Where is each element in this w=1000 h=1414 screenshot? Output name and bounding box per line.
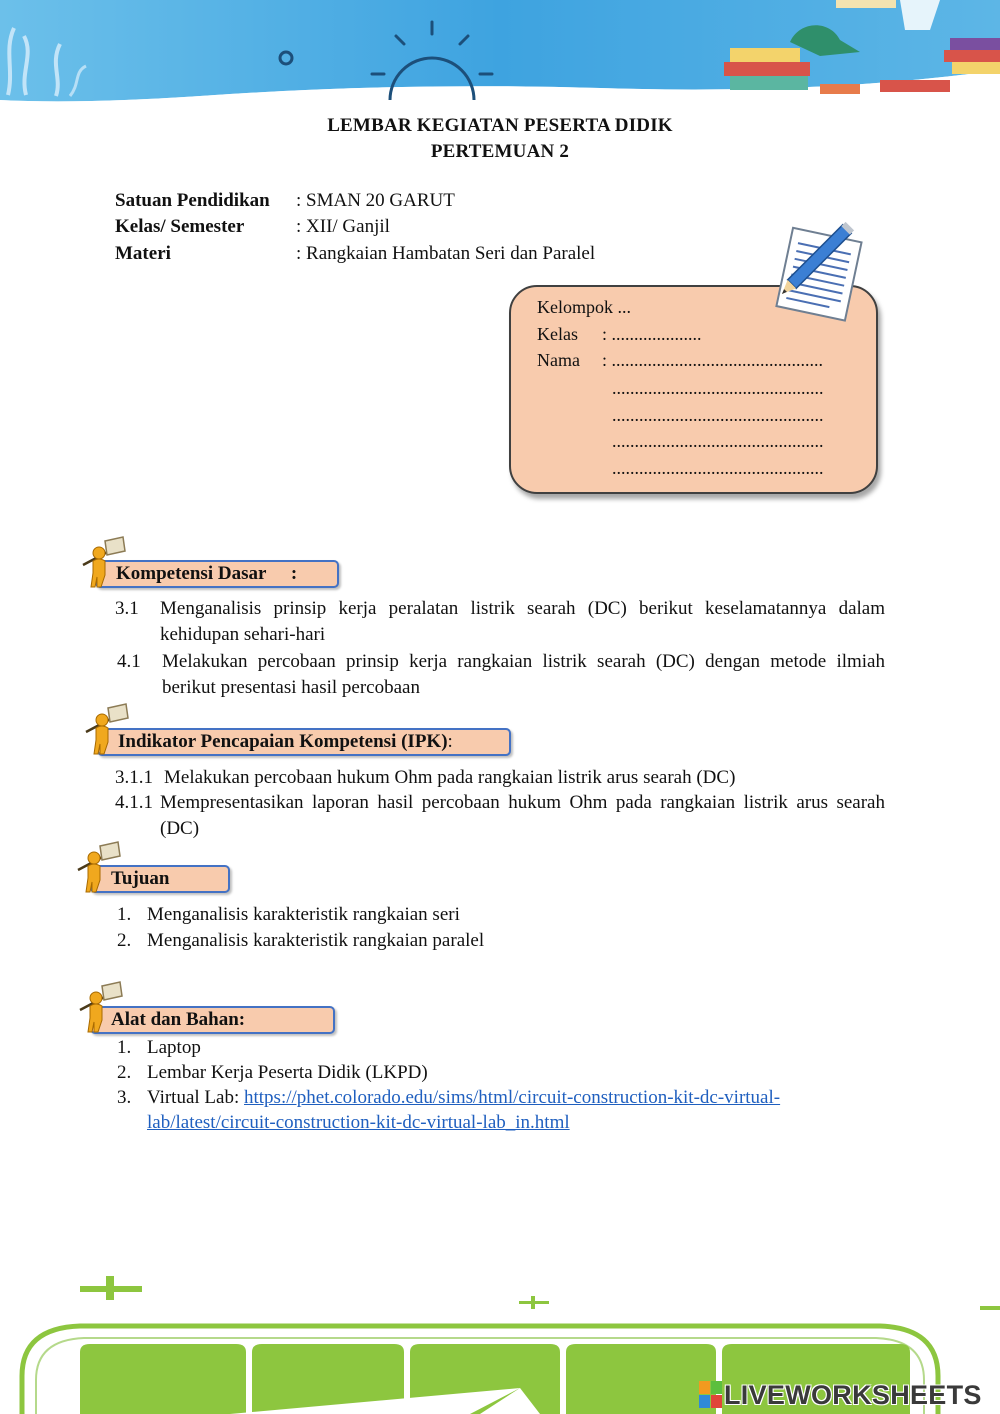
group-class-field[interactable]: : .................... xyxy=(602,324,702,344)
watermark-text: LIVEWORKSHEETS xyxy=(724,1379,982,1410)
figure-with-banner-icon xyxy=(80,702,132,756)
ipk-item-text: Melakukan percobaan hukum Ohm pada rangkaian listrik arus searah (DC) xyxy=(164,767,736,788)
alat-item-number: 3. xyxy=(117,1087,132,1108)
alat-item-text: Laptop xyxy=(147,1037,201,1058)
alat-item-number: 1. xyxy=(117,1037,132,1058)
group-class-label: Kelas xyxy=(537,324,578,344)
group-name-line[interactable]: ............................................... xyxy=(612,458,824,478)
figure-with-banner-icon xyxy=(72,840,124,894)
ipk-item-text-cont: (DC) xyxy=(160,818,200,839)
group-name-line[interactable]: ............................................... xyxy=(612,431,824,451)
alat-bahan-title: Alat dan Bahan: xyxy=(111,1009,246,1030)
material-value: : Rangkaian Hambatan Seri dan Paralel xyxy=(296,243,596,264)
tujuan-item-text: Menganalisis karakteristik rangkaian paralel xyxy=(147,930,485,951)
group-number-field[interactable]: Kelompok ... xyxy=(537,297,631,317)
virtual-lab-link[interactable]: https://phet.colorado.edu/sims/html/circuit-construction-kit-dc-virtual- xyxy=(244,1087,781,1108)
group-name-line[interactable]: ............................................... xyxy=(612,378,824,398)
kd-item-number: 3.1 xyxy=(115,598,139,619)
notepad-pencil-icon xyxy=(766,220,870,328)
ipk-item-text: Mempresentasikan laporan hasil percobaan hukum Ohm pada rangkaian listrik arus searah xyxy=(160,792,885,813)
ipk-header xyxy=(97,728,511,756)
kompetensi-dasar-title: Kompetensi Dasar xyxy=(116,563,267,584)
virtual-lab-link-cont[interactable]: lab/latest/circuit-construction-kit-dc-virtual-lab_in.html xyxy=(147,1112,570,1133)
alat-item-text: Lembar Kerja Peserta Didik (LKPD) xyxy=(147,1062,428,1083)
group-name-label: Nama xyxy=(537,350,580,370)
material-label: Materi xyxy=(115,243,171,264)
kompetensi-dasar-header xyxy=(95,560,339,588)
tujuan-title: Tujuan xyxy=(111,868,170,889)
class-semester-label: Kelas/ Semester xyxy=(115,216,245,237)
ipk-title: Indikator Pencapaian Kompetensi (IPK) xyxy=(118,731,448,752)
liveworksheets-watermark xyxy=(698,1378,982,1412)
ipk-colon: : xyxy=(447,731,453,752)
group-name-field[interactable]: : ............................................... xyxy=(602,350,824,370)
virtual-lab-label: Virtual Lab: xyxy=(147,1087,244,1108)
meeting-subtitle: PERTEMUAN 2 xyxy=(430,141,570,162)
school-value: : SMAN 20 GARUT xyxy=(296,190,455,211)
ipk-item-number: 4.1.1 xyxy=(115,792,153,813)
kd-item-text-cont: berikut presentasi hasil percobaan xyxy=(162,677,420,698)
tujuan-item-text: Menganalisis karakteristik rangkaian seri xyxy=(147,904,460,925)
kd-item-number: 4.1 xyxy=(117,651,141,672)
figure-with-banner-icon xyxy=(77,535,129,589)
tujuan-item-number: 1. xyxy=(117,904,132,925)
document-title: LEMBAR KEGIATAN PESERTA DIDIK xyxy=(327,115,673,136)
header-illustration xyxy=(0,0,1000,108)
kd-item-text-cont: kehidupan sehari-hari xyxy=(160,624,326,645)
class-semester-value: : XII/ Ganjil xyxy=(296,216,390,237)
kd-item-text: Menganalisis prinsip kerja peralatan listrik searah (DC) berikut keselamatannya dalam xyxy=(160,598,885,619)
figure-with-banner-icon xyxy=(74,980,126,1034)
header-banner xyxy=(0,0,1000,108)
alat-item-number: 2. xyxy=(117,1062,132,1083)
school-label: Satuan Pendidikan xyxy=(115,190,270,211)
kd-item-text: Melakukan percobaan prinsip kerja rangkaian listrik searah (DC) dengan metode ilmiah xyxy=(162,651,885,672)
liveworksheets-logo-icon xyxy=(698,1380,724,1410)
group-name-line[interactable]: ............................................... xyxy=(612,405,824,425)
tujuan-item-number: 2. xyxy=(117,930,132,951)
alat-item-text xyxy=(147,1085,780,1111)
ipk-item-number: 3.1.1 xyxy=(115,767,153,788)
alat-bahan-header xyxy=(90,1006,335,1034)
kompetensi-dasar-colon: : xyxy=(290,563,298,584)
